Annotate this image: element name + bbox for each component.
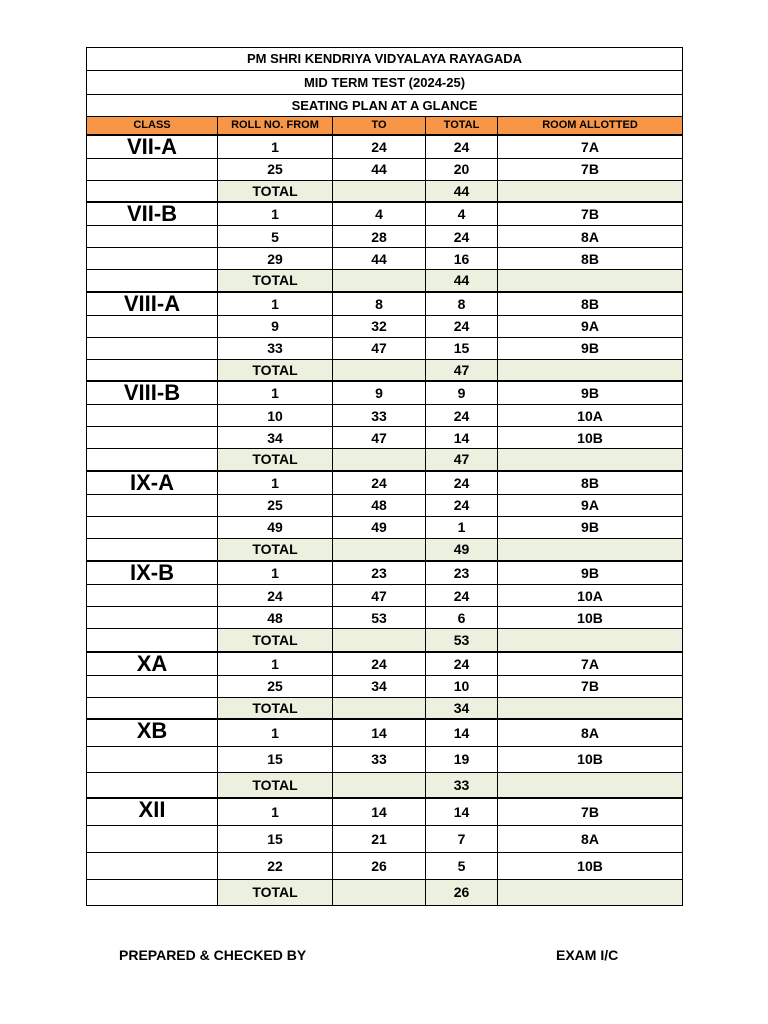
roll-from-cell: 25 — [218, 158, 333, 180]
class-name: VII-B — [87, 202, 218, 226]
count-cell: 24 — [426, 494, 498, 516]
roll-to-cell: 14 — [333, 798, 426, 825]
roll-from-cell: 1 — [218, 135, 333, 159]
total-to-cell — [333, 270, 426, 292]
table-row — [87, 337, 683, 359]
total-row — [87, 359, 683, 381]
roll-from-cell: 15 — [218, 825, 333, 852]
table-row — [87, 585, 683, 607]
total-room-cell — [498, 538, 683, 561]
table-row — [87, 825, 683, 852]
total-row — [87, 629, 683, 652]
total-to-cell — [333, 180, 426, 202]
room-cell: 8A — [498, 226, 683, 248]
room-cell: 10A — [498, 585, 683, 607]
roll-from-cell: 1 — [218, 561, 333, 585]
total-row — [87, 538, 683, 561]
roll-from-cell: 1 — [218, 292, 333, 316]
class-name: VIII-A — [87, 292, 218, 316]
room-cell: 7B — [498, 798, 683, 825]
roll-to-cell: 33 — [333, 405, 426, 427]
roll-to-cell: 44 — [333, 248, 426, 270]
room-cell: 8B — [498, 471, 683, 495]
count-cell: 5 — [426, 852, 498, 879]
total-to-cell — [333, 538, 426, 561]
class-cell — [87, 772, 218, 798]
room-cell: 10B — [498, 427, 683, 449]
total-to-cell — [333, 879, 426, 905]
roll-from-cell: 34 — [218, 427, 333, 449]
total-to-cell — [333, 772, 426, 798]
count-cell: 24 — [426, 652, 498, 676]
total-row — [87, 879, 683, 905]
class-cell — [87, 629, 218, 652]
class-name: XII — [87, 798, 218, 825]
room-cell: 8B — [498, 248, 683, 270]
roll-to-cell: 33 — [333, 746, 426, 772]
class-cell — [87, 675, 218, 697]
count-cell: 20 — [426, 158, 498, 180]
roll-from-cell: 29 — [218, 248, 333, 270]
room-cell: 8B — [498, 292, 683, 316]
roll-from-cell: 48 — [218, 607, 333, 629]
roll-to-cell: 14 — [333, 719, 426, 746]
seating-plan-table — [86, 47, 683, 906]
room-cell: 10A — [498, 405, 683, 427]
class-total-value: 49 — [426, 538, 498, 561]
count-cell: 14 — [426, 798, 498, 825]
table-row — [87, 405, 683, 427]
room-cell: 9A — [498, 494, 683, 516]
total-label: TOTAL — [218, 359, 333, 381]
total-room-cell — [498, 879, 683, 905]
total-row — [87, 449, 683, 471]
col-header-roll-from: ROLL NO. FROM — [218, 117, 333, 135]
table-row — [87, 652, 683, 676]
count-cell: 24 — [426, 135, 498, 159]
roll-to-cell: 21 — [333, 825, 426, 852]
column-header-row — [87, 117, 683, 135]
roll-from-cell: 22 — [218, 852, 333, 879]
roll-to-cell: 28 — [333, 226, 426, 248]
count-cell: 24 — [426, 471, 498, 495]
room-cell: 8A — [498, 719, 683, 746]
room-cell: 10B — [498, 607, 683, 629]
table-row — [87, 381, 683, 405]
class-total-value: 26 — [426, 879, 498, 905]
class-total-value: 44 — [426, 270, 498, 292]
plan-subtitle: SEATING PLAN AT A GLANCE — [87, 95, 683, 117]
class-cell — [87, 449, 218, 471]
table-row — [87, 248, 683, 270]
roll-to-cell: 26 — [333, 852, 426, 879]
roll-from-cell: 33 — [218, 337, 333, 359]
roll-to-cell: 47 — [333, 585, 426, 607]
table-row — [87, 852, 683, 879]
total-label: TOTAL — [218, 180, 333, 202]
roll-from-cell: 24 — [218, 585, 333, 607]
room-cell: 7A — [498, 652, 683, 676]
roll-from-cell: 1 — [218, 202, 333, 226]
room-cell: 9B — [498, 337, 683, 359]
roll-from-cell: 25 — [218, 675, 333, 697]
class-cell — [87, 315, 218, 337]
total-label: TOTAL — [218, 772, 333, 798]
roll-to-cell: 53 — [333, 607, 426, 629]
count-cell: 9 — [426, 381, 498, 405]
roll-from-cell: 15 — [218, 746, 333, 772]
roll-from-cell: 1 — [218, 381, 333, 405]
roll-to-cell: 34 — [333, 675, 426, 697]
total-row — [87, 697, 683, 719]
class-cell — [87, 180, 218, 202]
class-cell — [87, 494, 218, 516]
table-row — [87, 315, 683, 337]
class-name: VII-A — [87, 135, 218, 159]
room-cell: 9B — [498, 516, 683, 538]
col-header-room: ROOM ALLOTTED — [498, 117, 683, 135]
total-room-cell — [498, 697, 683, 719]
room-cell: 8A — [498, 825, 683, 852]
roll-to-cell: 44 — [333, 158, 426, 180]
roll-to-cell: 24 — [333, 652, 426, 676]
total-label: TOTAL — [218, 697, 333, 719]
class-cell — [87, 405, 218, 427]
table-row — [87, 719, 683, 746]
room-cell: 9B — [498, 561, 683, 585]
count-cell: 7 — [426, 825, 498, 852]
total-room-cell — [498, 359, 683, 381]
class-total-value: 33 — [426, 772, 498, 798]
room-cell: 7B — [498, 202, 683, 226]
col-header-total: TOTAL — [426, 117, 498, 135]
room-cell: 9A — [498, 315, 683, 337]
total-label: TOTAL — [218, 449, 333, 471]
roll-to-cell: 8 — [333, 292, 426, 316]
class-cell — [87, 825, 218, 852]
class-name: XB — [87, 719, 218, 746]
class-cell — [87, 226, 218, 248]
total-label: TOTAL — [218, 538, 333, 561]
class-cell — [87, 697, 218, 719]
class-cell — [87, 538, 218, 561]
room-cell: 10B — [498, 746, 683, 772]
col-header-class: CLASS — [87, 117, 218, 135]
total-label: TOTAL — [218, 270, 333, 292]
total-to-cell — [333, 629, 426, 652]
roll-to-cell: 23 — [333, 561, 426, 585]
table-row — [87, 675, 683, 697]
roll-from-cell: 49 — [218, 516, 333, 538]
table-row — [87, 226, 683, 248]
count-cell: 24 — [426, 226, 498, 248]
total-room-cell — [498, 772, 683, 798]
class-name: XA — [87, 652, 218, 676]
roll-to-cell: 47 — [333, 427, 426, 449]
count-cell: 19 — [426, 746, 498, 772]
room-cell: 7B — [498, 675, 683, 697]
total-to-cell — [333, 359, 426, 381]
count-cell: 23 — [426, 561, 498, 585]
total-to-cell — [333, 449, 426, 471]
room-cell: 10B — [498, 852, 683, 879]
count-cell: 6 — [426, 607, 498, 629]
table-row — [87, 427, 683, 449]
table-row — [87, 516, 683, 538]
count-cell: 15 — [426, 337, 498, 359]
class-total-value: 34 — [426, 697, 498, 719]
total-label: TOTAL — [218, 629, 333, 652]
count-cell: 14 — [426, 427, 498, 449]
roll-to-cell: 24 — [333, 135, 426, 159]
class-cell — [87, 158, 218, 180]
count-cell: 1 — [426, 516, 498, 538]
room-cell: 7A — [498, 135, 683, 159]
count-cell: 10 — [426, 675, 498, 697]
table-row — [87, 607, 683, 629]
count-cell: 24 — [426, 585, 498, 607]
total-label: TOTAL — [218, 879, 333, 905]
table-row — [87, 798, 683, 825]
total-room-cell — [498, 629, 683, 652]
table-row — [87, 471, 683, 495]
class-cell — [87, 270, 218, 292]
table-row — [87, 158, 683, 180]
roll-to-cell: 47 — [333, 337, 426, 359]
table-row — [87, 202, 683, 226]
total-row — [87, 180, 683, 202]
room-cell: 9B — [498, 381, 683, 405]
roll-from-cell: 5 — [218, 226, 333, 248]
class-cell — [87, 337, 218, 359]
class-cell — [87, 359, 218, 381]
exam-title: MID TERM TEST (2024-25) — [87, 71, 683, 95]
count-cell: 24 — [426, 315, 498, 337]
count-cell: 24 — [426, 405, 498, 427]
table-row — [87, 746, 683, 772]
total-room-cell — [498, 270, 683, 292]
table-row — [87, 561, 683, 585]
class-cell — [87, 852, 218, 879]
school-name: PM SHRI KENDRIYA VIDYALAYA RAYAGADA — [87, 48, 683, 71]
exam-ic-label: EXAM I/C — [556, 947, 619, 963]
class-total-value: 47 — [426, 449, 498, 471]
roll-from-cell: 10 — [218, 405, 333, 427]
total-row — [87, 270, 683, 292]
total-row — [87, 772, 683, 798]
class-name: IX-A — [87, 471, 218, 495]
roll-from-cell: 9 — [218, 315, 333, 337]
class-total-value: 44 — [426, 180, 498, 202]
roll-from-cell: 1 — [218, 471, 333, 495]
count-cell: 14 — [426, 719, 498, 746]
class-name: VIII-B — [87, 381, 218, 405]
class-total-value: 53 — [426, 629, 498, 652]
roll-from-cell: 1 — [218, 798, 333, 825]
table-row — [87, 135, 683, 159]
roll-from-cell: 1 — [218, 719, 333, 746]
room-cell: 7B — [498, 158, 683, 180]
total-room-cell — [498, 180, 683, 202]
class-name: IX-B — [87, 561, 218, 585]
total-room-cell — [498, 449, 683, 471]
count-cell: 4 — [426, 202, 498, 226]
roll-to-cell: 49 — [333, 516, 426, 538]
class-cell — [87, 746, 218, 772]
roll-to-cell: 48 — [333, 494, 426, 516]
class-cell — [87, 516, 218, 538]
roll-from-cell: 25 — [218, 494, 333, 516]
roll-to-cell: 9 — [333, 381, 426, 405]
count-cell: 8 — [426, 292, 498, 316]
roll-from-cell: 1 — [218, 652, 333, 676]
class-cell — [87, 585, 218, 607]
roll-to-cell: 4 — [333, 202, 426, 226]
class-cell — [87, 607, 218, 629]
class-cell — [87, 248, 218, 270]
roll-to-cell: 24 — [333, 471, 426, 495]
class-cell — [87, 427, 218, 449]
table-row — [87, 494, 683, 516]
class-cell — [87, 879, 218, 905]
class-total-value: 47 — [426, 359, 498, 381]
total-to-cell — [333, 697, 426, 719]
table-row — [87, 292, 683, 316]
prepared-by-label: PREPARED & CHECKED BY — [119, 947, 307, 963]
roll-to-cell: 32 — [333, 315, 426, 337]
count-cell: 16 — [426, 248, 498, 270]
col-header-to: TO — [333, 117, 426, 135]
